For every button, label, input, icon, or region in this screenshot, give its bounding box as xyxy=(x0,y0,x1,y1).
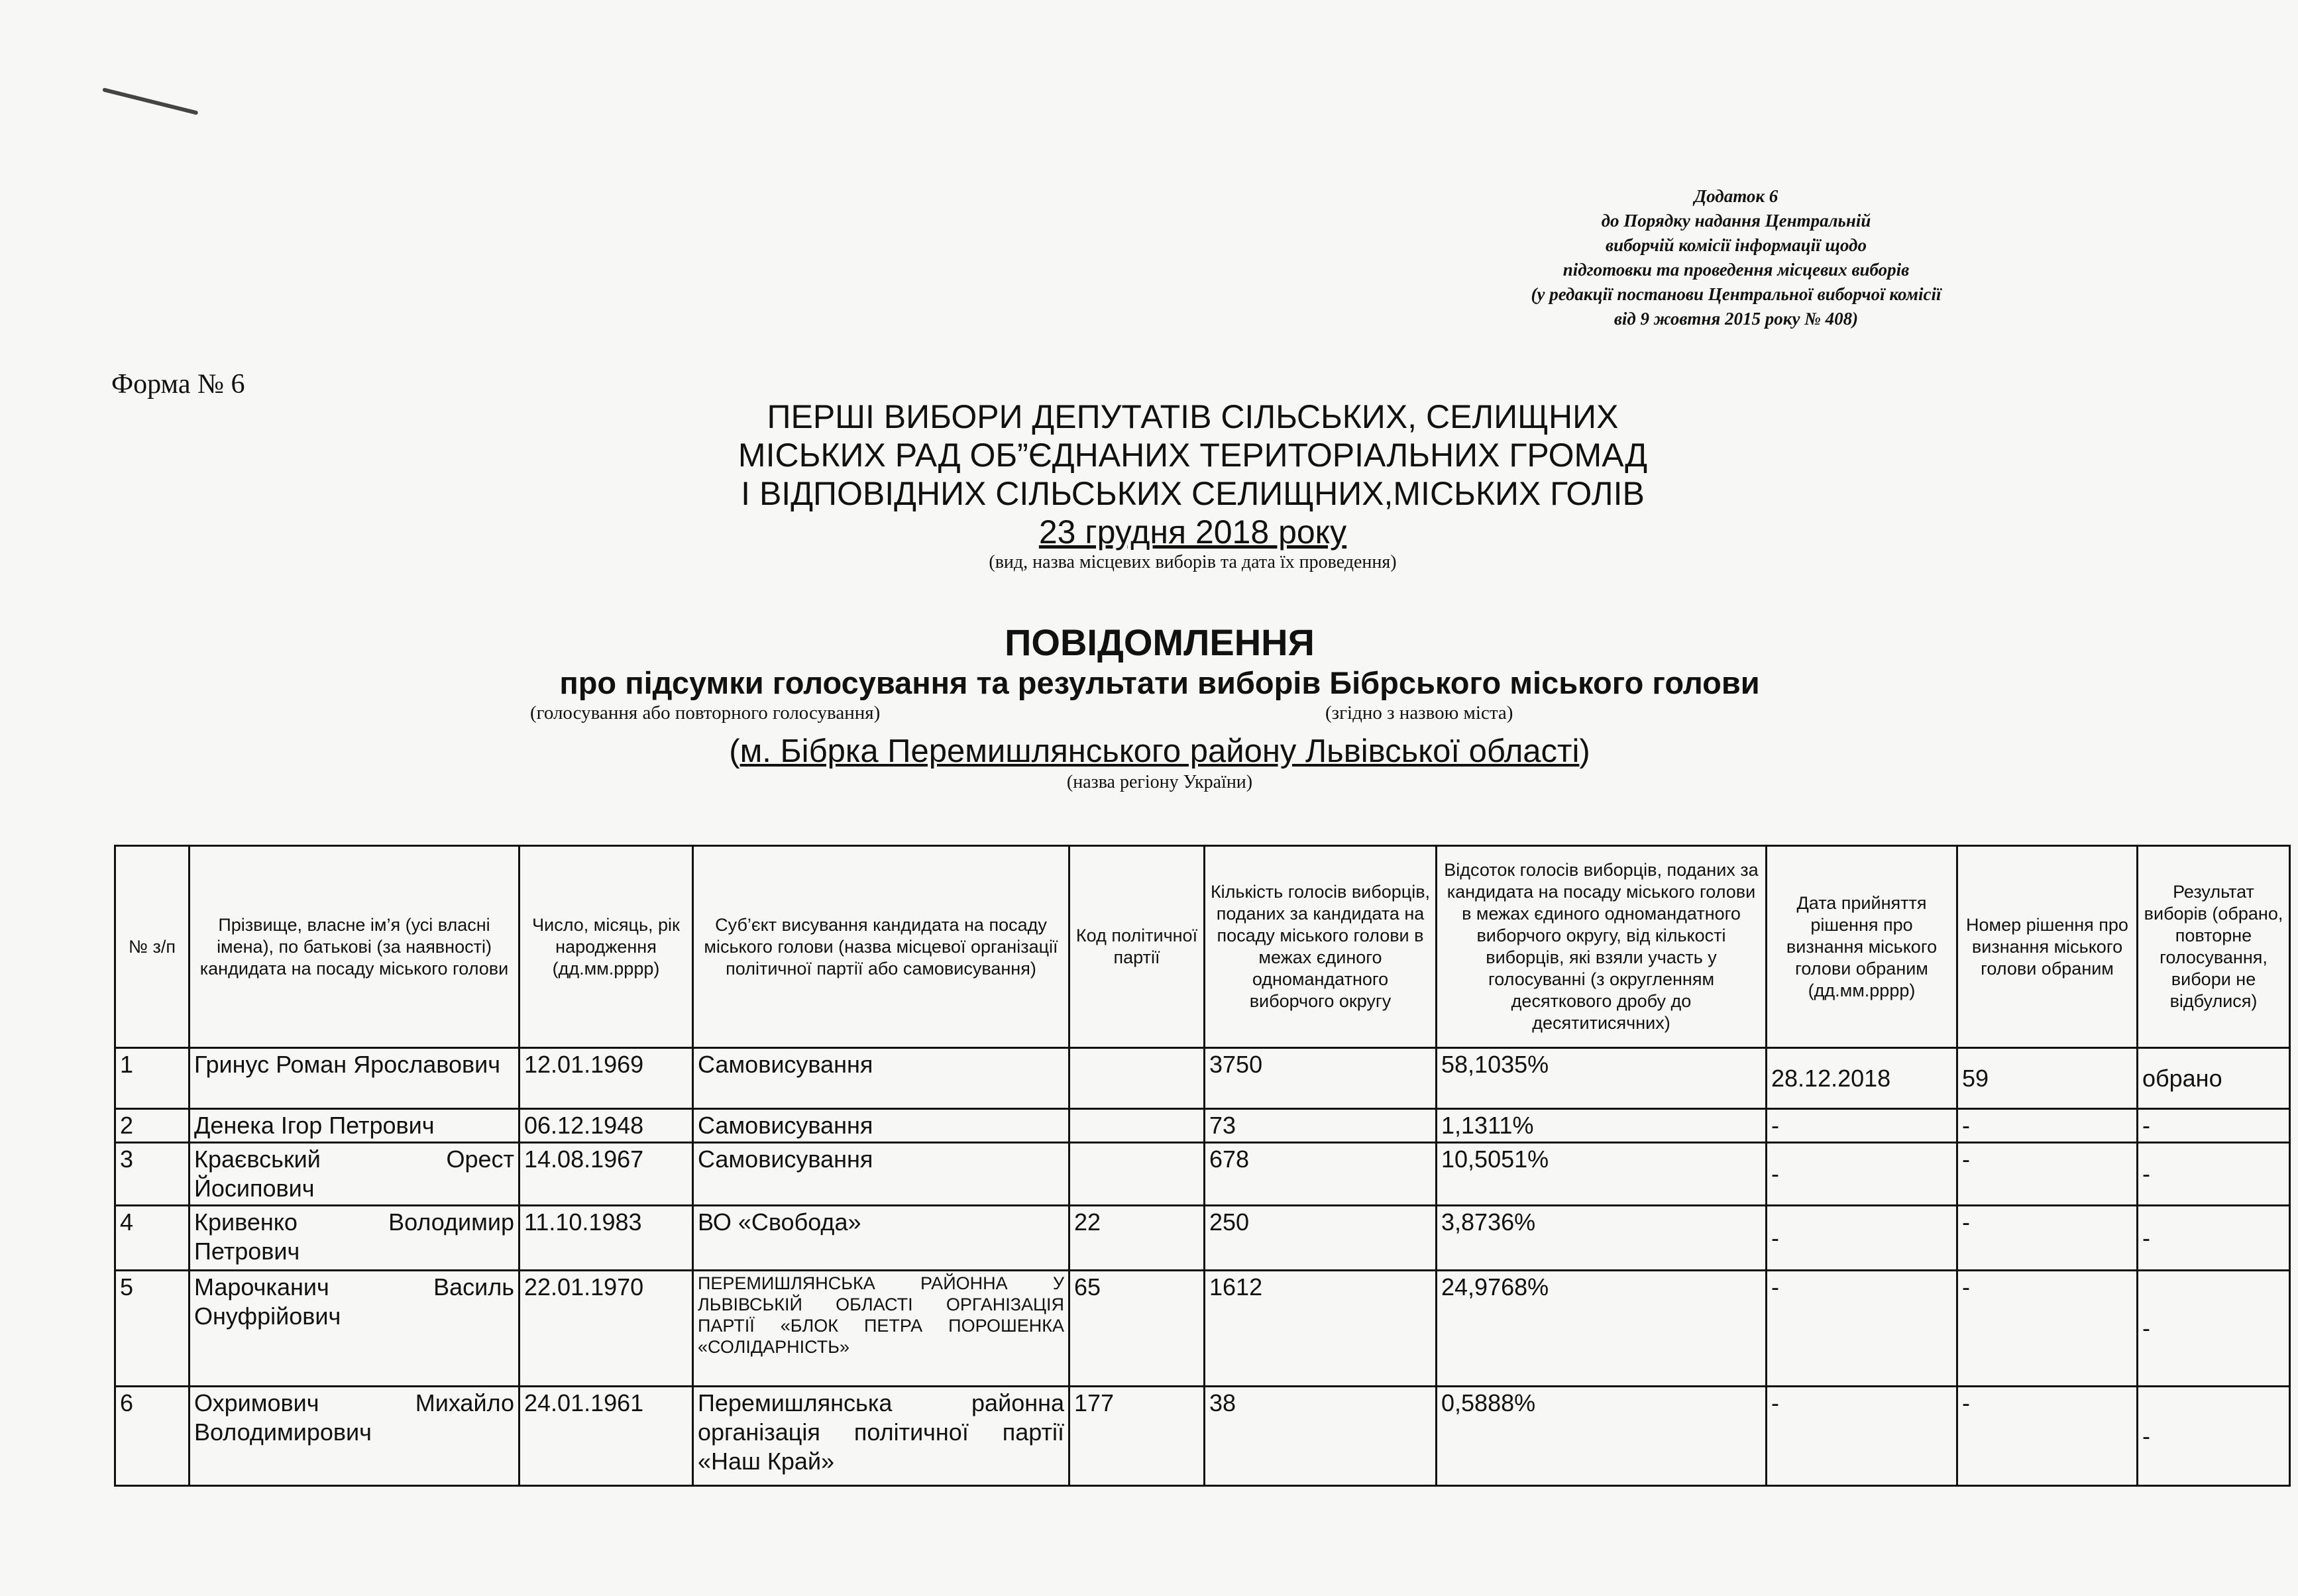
appendix-line-6: від 9 жовтня 2015 року № 408) xyxy=(1614,309,1859,329)
cell-party-code xyxy=(1069,1048,1205,1109)
header-num: № з/п xyxy=(115,846,190,1048)
cell-percent: 24,9768% xyxy=(1437,1271,1767,1387)
election-caption: (вид, назва місцевих виборів та дата їх проведення) xyxy=(989,552,1397,572)
cell-decision-date: - xyxy=(1767,1109,1957,1143)
cell-num: 4 xyxy=(115,1206,190,1271)
cell-decision-no: - xyxy=(1957,1387,2138,1486)
notice-block xyxy=(199,621,2120,794)
table-row xyxy=(115,1143,2290,1206)
cell-name: Денека Ігор Петрович xyxy=(190,1109,520,1143)
cell-party-code: 22 xyxy=(1069,1206,1205,1271)
cell-party-code: 177 xyxy=(1069,1387,1205,1486)
table-row xyxy=(115,1271,2290,1387)
header-party-code: Код політичної партії xyxy=(1069,846,1205,1048)
cell-percent: 3,8736% xyxy=(1437,1206,1767,1271)
cell-percent: 1,1311% xyxy=(1437,1109,1767,1143)
appendix-line-2: до Порядку надання Центральній xyxy=(1601,211,1871,231)
table-row xyxy=(115,1109,2290,1143)
appendix-line-3: виборчій комісії інформації щодо xyxy=(1606,235,1867,255)
caption-city: (згідно з назвою міста) xyxy=(1325,702,1513,723)
title-line-1: ПЕРШІ ВИБОРИ ДЕПУТАТІВ СІЛЬСЬКИХ, СЕЛИЩНИХ xyxy=(767,398,1619,435)
cell-birth: 11.10.1983 xyxy=(520,1206,693,1271)
cell-result: - xyxy=(2138,1109,2290,1143)
cell-party-code xyxy=(1069,1109,1205,1143)
table-row xyxy=(115,1206,2290,1271)
cell-decision-no: - xyxy=(1957,1271,2138,1387)
notice-heading: ПОВІДОМЛЕННЯ xyxy=(1005,621,1315,663)
title-line-2: МІСЬКИХ РАД ОБ”ЄДНАНИХ ТЕРИТОРІАЛЬНИХ ГРОМАД xyxy=(738,437,1648,474)
header-birth: Число, місяць, рік народження (дд.мм.рррр) xyxy=(520,846,693,1048)
cell-decision-no: 59 xyxy=(1957,1048,2138,1109)
region-name: м. Бібрка Перемишлянського району Львівської області xyxy=(739,733,1580,769)
cell-percent: 58,1035% xyxy=(1437,1048,1767,1109)
region-caption: (назва регіону України) xyxy=(1066,772,1253,792)
cell-decision-date: - xyxy=(1767,1143,1957,1206)
cell-name: Марочканич Василь Онуфрійович xyxy=(190,1271,520,1387)
title-line-3: І ВІДПОВІДНИХ СІЛЬСЬКИХ СЕЛИЩНИХ,МІСЬКИХ ГОЛІВ xyxy=(741,475,1645,512)
region-close-paren: ) xyxy=(1579,733,1590,769)
header-percent: Відсоток голосів виборців, поданих за кандидата на посаду міського голови в межах єдиного одномандатного виборчого округу, від кількості виборців, які взяли участь у голосуванні (з округленням десяткового дробу до десятитисячних) xyxy=(1437,846,1767,1048)
region-open-paren: ( xyxy=(729,733,740,769)
notice-subheading: про підсумки голосування та результати виборів Бібрського міського голови xyxy=(559,665,1760,700)
cell-party-code: 65 xyxy=(1069,1271,1205,1387)
header-name: Прізвище, власне ім’я (усі власні імена), по батькові (за наявності) кандидата на посаду міського голови xyxy=(190,846,520,1048)
cell-subject: Самовисування xyxy=(693,1143,1069,1206)
header-subject: Суб’єкт висування кандидата на посаду міського голови (назва місцевої організації політичної партії або самовисування) xyxy=(693,846,1069,1048)
cell-num: 3 xyxy=(115,1143,190,1206)
cell-subject: ПЕРЕМИШЛЯНСЬКА РАЙОННА У ЛЬВІВСЬКІЙ ОБЛАСТІ ОРГАНІЗАЦІЯ ПАРТІЇ «БЛОК ПЕТРА ПОРОШЕНКА «СОЛІДАРНІСТЬ» xyxy=(693,1271,1069,1387)
cell-votes: 250 xyxy=(1205,1206,1437,1271)
header-votes: Кількість голосів виборців, поданих за кандидата на посаду міського голови в межах єдиного одномандатного виборчого округу xyxy=(1205,846,1437,1048)
cell-votes: 3750 xyxy=(1205,1048,1437,1109)
election-title xyxy=(464,398,1922,574)
results-table xyxy=(114,845,2291,1487)
region-line xyxy=(199,731,2120,771)
cell-birth: 12.01.1969 xyxy=(520,1048,693,1109)
cell-votes: 1612 xyxy=(1205,1271,1437,1387)
cell-percent: 10,5051% xyxy=(1437,1143,1767,1206)
cell-subject: ВО «Свобода» xyxy=(693,1206,1069,1271)
cell-decision-no: - xyxy=(1957,1206,2138,1271)
cell-decision-date: - xyxy=(1767,1206,1957,1271)
cell-votes: 678 xyxy=(1205,1143,1437,1206)
cell-num: 6 xyxy=(115,1387,190,1486)
form-number: Форма № 6 xyxy=(111,369,245,399)
cell-birth: 06.12.1948 xyxy=(520,1109,693,1143)
cell-name: Кривенко Володимир Петрович xyxy=(190,1206,520,1271)
cell-result: - xyxy=(2138,1206,2290,1271)
cell-name: Краєвський Орест Йосипович xyxy=(190,1143,520,1206)
pen-mark xyxy=(102,87,198,115)
cell-votes: 73 xyxy=(1205,1109,1437,1143)
header-result: Результат виборів (обрано, повторне голосування, вибори не відбулися) xyxy=(2138,846,2290,1048)
appendix-line-1: Додаток 6 xyxy=(1694,186,1778,206)
cell-name: Гринус Роман Ярославович xyxy=(190,1048,520,1109)
cell-decision-date: - xyxy=(1767,1387,1957,1486)
cell-votes: 38 xyxy=(1205,1387,1437,1486)
cell-birth: 24.01.1961 xyxy=(520,1387,693,1486)
table-row xyxy=(115,1048,2290,1109)
cell-num: 1 xyxy=(115,1048,190,1109)
cell-decision-date: - xyxy=(1767,1271,1957,1387)
appendix-note xyxy=(1405,184,2067,331)
cell-num: 2 xyxy=(115,1109,190,1143)
appendix-line-5: (у редакції постанови Центральної виборчої комісії xyxy=(1531,284,1942,304)
cell-result: - xyxy=(2138,1387,2290,1486)
cell-num: 5 xyxy=(115,1271,190,1387)
caption-voting-type: (голосування або повторного голосування) xyxy=(530,702,881,723)
cell-subject: Самовисування xyxy=(693,1048,1069,1109)
cell-decision-no: - xyxy=(1957,1109,2138,1143)
cell-result: обрано xyxy=(2138,1048,2290,1109)
cell-name: Охримович Михайло Володимирович xyxy=(190,1387,520,1486)
cell-birth: 14.08.1967 xyxy=(520,1143,693,1206)
election-date: 23 грудня 2018 року xyxy=(1038,513,1347,551)
header-decision-date: Дата прийняття рішення про визнання міського голови обраним (дд.мм.рррр) xyxy=(1767,846,1957,1048)
cell-percent: 0,5888% xyxy=(1437,1387,1767,1486)
header-decision-no: Номер рішення про визнання міського голови обраним xyxy=(1957,846,2138,1048)
notice-captions xyxy=(199,702,2120,726)
cell-party-code xyxy=(1069,1143,1205,1206)
cell-decision-date: 28.12.2018 xyxy=(1767,1048,1957,1109)
cell-result: - xyxy=(2138,1271,2290,1387)
table-header-row xyxy=(115,846,2290,1048)
cell-subject: Перемишлянська районна організація політичної партії «Наш Край» xyxy=(693,1387,1069,1486)
appendix-line-4: підготовки та проведення місцевих виборів xyxy=(1562,260,1910,280)
cell-birth: 22.01.1970 xyxy=(520,1271,693,1387)
table-row xyxy=(115,1387,2290,1486)
cell-decision-no: - xyxy=(1957,1143,2138,1206)
cell-result: - xyxy=(2138,1143,2290,1206)
cell-subject: Самовисування xyxy=(693,1109,1069,1143)
